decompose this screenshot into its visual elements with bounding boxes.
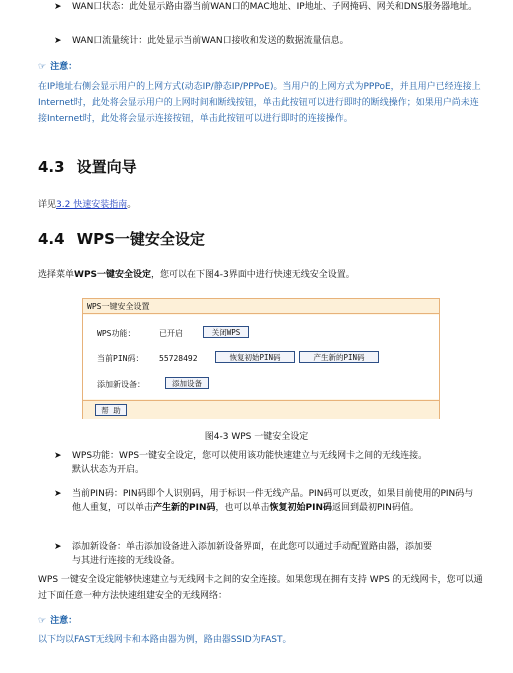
- generate-pin-term: 产生新的PIN码: [153, 503, 216, 513]
- bullet-line: 添加新设备：单击添加设备进入添加新设备界面，在此您可以通过手动配置路由器，添加要: [72, 542, 433, 552]
- intro-prefix: 选择菜单: [38, 270, 75, 280]
- help-button[interactable]: 帮 助: [95, 404, 127, 416]
- reference-line: [38, 198, 136, 212]
- bullet-line: 默认状态为开启。: [72, 465, 145, 475]
- note-body: 在IP地址右侧会显示用户的上网方式(动态IP/静态IP/PPPoE)。当用户的上网方式为PPPoE，并且用户已经连接上Internet时，此处将会显示用户的上网时间和断线按钮，单击此按钮可以进行即时的断线操作；如果用户尚未连接Internet时，此处将会显示连接按钮，单击此按钮可以进行即时的连接操作。: [38, 82, 481, 124]
- intro-menu-name: WPS一键安全设定: [74, 270, 152, 280]
- bullet-arrow-icon: ➤: [54, 36, 62, 46]
- current-pin-label: 当前PIN码：: [97, 354, 144, 363]
- note-heading: [38, 614, 77, 628]
- bullet-wps-function: [72, 449, 482, 477]
- restore-pin-term: 恢复初始PIN码: [269, 503, 332, 513]
- wps-function-value: 已开启: [159, 329, 183, 338]
- bullet-text-wan-status: WAN口状态：此处显示路由器当前WAN口的MAC地址、IP地址、子网掩码、网关和DNS服务器地址。: [72, 2, 478, 12]
- section-title: 设置向导: [76, 158, 137, 176]
- pointing-hand-icon: ☞: [38, 62, 47, 72]
- bullet-line: WPS功能：WPS一键安全设定，您可以使用该功能快速建立与无线网卡之间的无线连接。: [72, 451, 428, 461]
- bullet-text-wan-traffic: WAN口流量统计：此处显示当前WAN口接收和发送的数据流量信息。: [72, 36, 349, 46]
- figure-caption: 图4-3 WPS 一键安全设定: [204, 432, 309, 442]
- panel-footer: [83, 400, 439, 419]
- bullet-arrow-icon: ➤: [54, 2, 62, 12]
- disable-wps-button[interactable]: 关闭WPS: [203, 326, 249, 338]
- section-intro: [38, 268, 355, 282]
- panel-title: WPS一键安全设置: [83, 299, 439, 314]
- current-pin-value: 55728492: [159, 354, 198, 363]
- bullet-arrow-icon: ➤: [54, 451, 62, 461]
- intro-suffix: ，您可以在下图4-3界面中进行快速无线安全设置。: [151, 270, 355, 280]
- add-device-label: 添加新设备：: [97, 380, 145, 389]
- note-title: 注意：: [50, 62, 78, 72]
- bullet-arrow-icon: ➤: [54, 489, 62, 499]
- section-heading-4-3: [38, 160, 137, 174]
- section-heading-4-4: [38, 232, 205, 246]
- note-title: 注意：: [50, 616, 78, 626]
- bullet-text: 返回到最初PIN码值。: [332, 503, 419, 513]
- summary-paragraph: WPS 一键安全设定能够快速建立与无线网卡之间的安全连接。如果您现在拥有支持 WPS 的无线网卡，您可以通过下面任意一种方法快速组建安全的无线网络：: [38, 575, 483, 601]
- pointing-hand-icon: ☞: [38, 616, 47, 626]
- note-heading: [38, 60, 77, 74]
- bullet-text: ，也可以单击: [215, 503, 270, 513]
- bullet-arrow-icon: ➤: [54, 542, 62, 552]
- section-title: WPS一键安全设定: [76, 230, 205, 248]
- add-device-button[interactable]: 添加设备: [165, 377, 209, 389]
- bullet-line: 与其进行连接的无线设备。: [72, 556, 181, 566]
- restore-pin-button[interactable]: 恢复初始PIN码: [215, 351, 295, 363]
- wps-function-label: WPS功能：: [97, 329, 136, 338]
- section-number: 4.3: [38, 158, 65, 176]
- bullet-add-device: [72, 540, 482, 568]
- bullet-text: 当前PIN码：PIN码即个人识别码，用于标识一件无线产品。PIN码可以更改，如果目前使用的PIN码与他人重复，可以单击: [72, 489, 474, 513]
- note-body: 以下均以FAST无线网卡和本路由器为例，路由器SSID为FAST。: [38, 635, 292, 645]
- section-number: 4.4: [38, 230, 65, 248]
- bullet-current-pin: [72, 487, 480, 515]
- reference-prefix: 详见: [38, 200, 57, 210]
- wps-settings-panel: [82, 298, 440, 419]
- panel-body: [83, 315, 439, 399]
- reference-suffix: 。: [127, 200, 137, 210]
- generate-new-pin-button[interactable]: 产生新的PIN码: [299, 351, 379, 363]
- quick-install-link[interactable]: 3.2 快速安装指南: [56, 200, 128, 210]
